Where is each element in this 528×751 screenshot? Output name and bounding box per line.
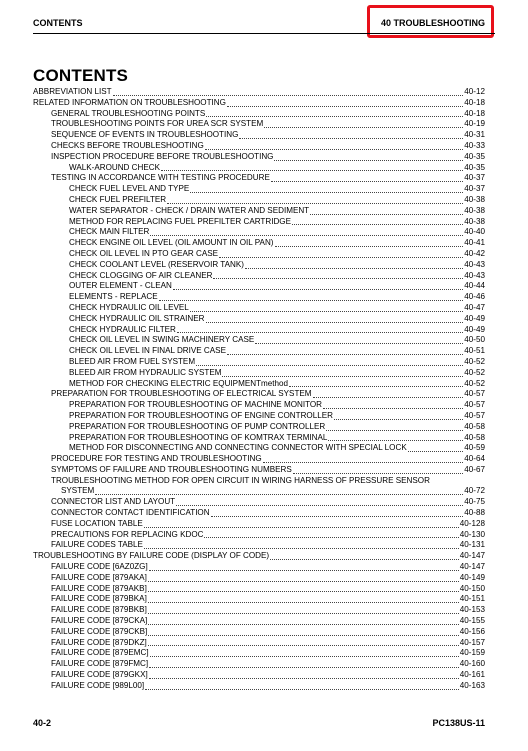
toc-entry-page: 40-128 [459, 518, 485, 528]
toc-entry[interactable] [33, 605, 485, 616]
toc-entry-page: 40-44 [464, 281, 485, 291]
toc-dot-leader [148, 581, 459, 582]
toc-entry-title: FAILURE CODE [879GKX] [51, 670, 148, 680]
toc-dot-leader [149, 678, 459, 679]
toc-entry-title: FAILURE CODE [6AZ0ZG] [51, 562, 148, 572]
toc-entry[interactable] [33, 195, 485, 206]
toc-entry-page: 40-67 [464, 464, 485, 474]
toc-dot-leader [159, 300, 464, 301]
toc-entry-page: 40-72 [464, 486, 485, 496]
toc-entry[interactable] [33, 271, 485, 282]
toc-entry[interactable] [33, 109, 485, 120]
toc-dot-leader [190, 192, 463, 193]
toc-entry[interactable] [33, 562, 485, 573]
toc-dot-leader [176, 505, 463, 506]
toc-entry-page: 40-50 [464, 335, 485, 345]
toc-entry-page: 40-159 [459, 648, 485, 658]
toc-entry-title: FAILURE CODE [879BKB] [51, 605, 147, 615]
toc-entry-page: 40-33 [464, 140, 485, 150]
toc-dot-leader [289, 386, 463, 387]
toc-entry-page: 40-18 [464, 108, 485, 118]
toc-entry[interactable] [33, 400, 485, 411]
toc-entry-title-continued: SYSTEM [61, 486, 95, 496]
toc-entry[interactable] [33, 594, 485, 605]
toc-dot-leader [148, 613, 459, 614]
toc-dot-leader [326, 430, 463, 431]
toc-entry-title: CHECK COOLANT LEVEL (RESERVOIR TANK) [69, 259, 244, 269]
toc-entry[interactable] [33, 519, 485, 530]
toc-entry[interactable] [33, 141, 485, 152]
toc-dot-leader [113, 95, 464, 96]
toc-entry-title: PREPARATION FOR TROUBLESHOOTING OF MACHINE MONITOR [69, 400, 323, 410]
toc-dot-leader [149, 667, 459, 668]
toc-entry[interactable] [33, 508, 485, 519]
toc-entry-page: 40-147 [459, 551, 485, 561]
toc-entry-page: 40-57 [464, 400, 485, 410]
toc-entry-title: BLEED AIR FROM HYDRAULIC SYSTEM [69, 367, 222, 377]
toc-dot-leader [323, 408, 463, 409]
toc-entry-title: CHECK OIL LEVEL IN FINAL DRIVE CASE [69, 346, 226, 356]
toc-entry-title: FAILURE CODE [879CKB] [51, 626, 148, 636]
toc-entry-title: FAILURE CODE [879BKA] [51, 594, 147, 604]
toc-entry-page: 40-43 [464, 259, 485, 269]
toc-dot-leader [196, 365, 463, 366]
toc-entry[interactable] [33, 681, 485, 692]
toc-entry-title: FAILURE CODES TABLE [51, 540, 143, 550]
toc-entry-title: TESTING IN ACCORDANCE WITH TESTING PROCEDURE [51, 173, 270, 183]
toc-entry[interactable] [33, 540, 485, 551]
toc-entry-page: 40-49 [464, 313, 485, 323]
header-rule [33, 33, 495, 34]
toc-entry-title: METHOD FOR DISCONNECTING AND CONNECTING CONNECTOR WITH SPECIAL LOCK [69, 443, 407, 453]
toc-entry-page: 40-37 [464, 173, 485, 183]
toc-dot-leader [95, 494, 463, 495]
toc-entry-title: PREPARATION FOR TROUBLESHOOTING OF ENGINE CONTROLLER [69, 410, 333, 420]
toc-entry-title: CHECKS BEFORE TROUBLESHOOTING [51, 140, 204, 150]
toc-entry-title: TROUBLESHOOTING BY FAILURE CODE (DISPLAY OF CODE) [33, 551, 270, 561]
toc-entry[interactable] [33, 443, 485, 454]
toc-entry-title: CHECK OIL LEVEL IN SWING MACHINERY CASE [69, 335, 255, 345]
toc-entry-page: 40-59 [464, 443, 485, 453]
toc-entry[interactable] [33, 573, 485, 584]
toc-entry[interactable] [33, 87, 485, 98]
toc-entry-title: METHOD FOR REPLACING FUEL PREFILTER CARTRIDGE [69, 216, 292, 226]
toc-entry-title: RELATED INFORMATION ON TROUBLESHOOTING [33, 97, 226, 107]
header-chapter-title: 40 TROUBLESHOOTING [380, 18, 485, 28]
toc-entry[interactable] [33, 411, 485, 422]
toc-entry[interactable] [33, 551, 485, 562]
toc-dot-leader [408, 451, 464, 452]
toc-entry[interactable] [33, 346, 485, 357]
toc-entry-title: FAILURE CODE [879EMC] [51, 648, 149, 658]
toc-entry[interactable] [33, 281, 485, 292]
toc-entry[interactable] [33, 627, 485, 638]
toc-dot-leader [275, 246, 464, 247]
toc-entry-title: CHECK CLOGGING OF AIR CLEANER [69, 270, 213, 280]
toc-entry-title: FAILURE CODE [879AKB] [51, 583, 147, 593]
toc-entry-page: 40-150 [459, 583, 485, 593]
toc-entry-page: 40-18 [464, 97, 485, 107]
toc-entry-page: 40-38 [464, 205, 485, 215]
toc-dot-leader [271, 181, 463, 182]
footer-model-number: PC138US-11 [432, 718, 485, 728]
toc-dot-leader [150, 235, 463, 236]
toc-dot-leader [149, 570, 459, 571]
toc-entry-title: CHECK HYDRAULIC OIL STRAINER [69, 313, 205, 323]
toc-entry[interactable] [33, 368, 485, 379]
toc-dot-leader [173, 289, 463, 290]
toc-dot-leader [144, 527, 459, 528]
toc-entry-page: 40-52 [464, 356, 485, 366]
toc-entry[interactable] [33, 335, 485, 346]
toc-entry-page: 40-19 [464, 119, 485, 129]
toc-entry-title: CHECK HYDRAULIC FILTER [69, 324, 176, 334]
toc-entry[interactable] [33, 584, 485, 595]
toc-entry-title: FAILURE CODE [879DKZ] [51, 637, 147, 647]
toc-entry-title: CHECK HYDRAULIC OIL LEVEL [69, 302, 189, 312]
toc-entry-page: 40-157 [459, 637, 485, 647]
toc-dot-leader [211, 516, 464, 517]
toc-entry[interactable] [33, 659, 485, 670]
toc-entry-page: 40-52 [464, 378, 485, 388]
toc-dot-leader [270, 559, 459, 560]
toc-entry[interactable] [33, 638, 485, 649]
toc-entry-page: 40-155 [459, 616, 485, 626]
toc-entry-page: 40-49 [464, 324, 485, 334]
toc-entry-page: 40-131 [459, 540, 485, 550]
toc-entry-title: GENERAL TROUBLESHOOTING POINTS [51, 108, 206, 118]
toc-entry-page: 40-88 [464, 508, 485, 518]
footer-page-number: 40-2 [33, 718, 52, 728]
toc-entry-title: SYMPTOMS OF FAILURE AND TROUBLESHOOTING NUMBERS [51, 464, 292, 474]
toc-entry[interactable] [33, 206, 485, 217]
toc-dot-leader [293, 473, 464, 474]
toc-entry-page: 40-58 [464, 421, 485, 431]
toc-entry-page: 40-52 [464, 367, 485, 377]
toc-entry-title: CHECK OIL LEVEL IN PTO GEAR CASE [69, 248, 219, 258]
toc-entry[interactable] [33, 379, 485, 390]
toc-dot-leader [148, 602, 459, 603]
toc-entry[interactable] [33, 98, 485, 109]
toc-entry-title: METHOD FOR CHECKING ELECTRIC EQUIPMENTmethod [69, 378, 289, 388]
toc-entry-title: OUTER ELEMENT - CLEAN [69, 281, 172, 291]
toc-entry-title: TROUBLESHOOTING POINTS FOR UREA SCR SYSTEM [51, 119, 264, 129]
toc-entry-title: TROUBLESHOOTING METHOD FOR OPEN CIRCUIT IN WIRING HARNESS OF PRESSURE SENSOR [51, 475, 430, 485]
toc-entry-page: 40-43 [464, 270, 485, 280]
toc-entry-title: FUSE LOCATION TABLE [51, 518, 143, 528]
toc-entry-title: CONNECTOR LIST AND LAYOUT [51, 497, 176, 507]
toc-entry[interactable] [33, 260, 485, 271]
toc-entry-title: INSPECTION PROCEDURE BEFORE TROUBLESHOOTING [51, 151, 274, 161]
toc-dot-leader [148, 645, 459, 646]
toc-entry-title: CHECK FUEL PREFILTER [69, 194, 167, 204]
toc-entry-title: CHECK FUEL LEVEL AND TYPE [69, 184, 190, 194]
toc-entry-page: 40-51 [464, 346, 485, 356]
toc-dot-leader [205, 149, 464, 150]
toc-entry-page: 40-64 [464, 454, 485, 464]
toc-entry[interactable] [33, 152, 485, 163]
toc-dot-leader [148, 591, 459, 592]
toc-entry[interactable] [33, 249, 485, 260]
toc-dot-leader [245, 268, 463, 269]
toc-entry[interactable] [33, 184, 485, 195]
toc-entry-page: 40-41 [464, 238, 485, 248]
toc-dot-leader [206, 116, 463, 117]
toc-dot-leader [213, 278, 463, 279]
toc-entry-title: WATER SEPARATOR - CHECK / DRAIN WATER AND SEDIMENT [69, 205, 310, 215]
toc-entry-page: 40-149 [459, 572, 485, 582]
toc-entry-title: FAILURE CODE [879FMC] [51, 659, 149, 669]
toc-entry-title: FAILURE CODE [989L00] [51, 680, 145, 690]
toc-entry-page: 40-156 [459, 626, 485, 636]
toc-entry[interactable] [33, 454, 485, 465]
header-section-label: CONTENTS [33, 18, 83, 28]
toc-entry[interactable] [33, 314, 485, 325]
toc-entry-title: FAILURE CODE [879AKA] [51, 572, 147, 582]
toc-entry[interactable] [33, 530, 485, 541]
toc-entry[interactable] [33, 465, 485, 476]
toc-entry-page: 40-31 [464, 130, 485, 140]
toc-entry-title: ABBREVIATION LIST [33, 87, 112, 96]
toc-entry-title: PREPARATION FOR TROUBLESHOOTING OF PUMP CONTROLLER [69, 421, 326, 431]
toc-entry-page: 40-161 [459, 670, 485, 680]
toc-entry-title: WALK-AROUND CHECK [69, 162, 160, 172]
toc-dot-leader [227, 106, 463, 107]
toc-dot-leader [167, 203, 463, 204]
toc-dot-leader [222, 376, 463, 377]
toc-entry-page: 40-12 [464, 87, 485, 96]
toc-entry-title: ELEMENTS - REPLACE [69, 292, 158, 302]
toc-dot-leader [334, 419, 463, 420]
toc-entry[interactable] [33, 238, 485, 249]
toc-dot-leader [190, 311, 464, 312]
toc-dot-leader [206, 322, 464, 323]
toc-entry-page: 40-35 [464, 162, 485, 172]
toc-dot-leader [274, 160, 463, 161]
toc-entry-title: PREPARATION FOR TROUBLESHOOTING OF KOMTRAX TERMINAL [69, 432, 328, 442]
toc-entry[interactable] [33, 616, 485, 627]
toc-entry-page: 40-40 [464, 227, 485, 237]
toc-dot-leader [177, 332, 463, 333]
toc-entry[interactable] [33, 497, 485, 508]
toc-entry-page: 40-75 [464, 497, 485, 507]
page-title: CONTENTS [33, 66, 129, 85]
toc-entry-page: 40-147 [459, 562, 485, 572]
toc-entry-page: 40-46 [464, 292, 485, 302]
toc-entry-title: FAILURE CODE [879CKA] [51, 616, 148, 626]
table-of-contents [33, 87, 485, 692]
toc-entry-page: 40-57 [464, 410, 485, 420]
toc-dot-leader [292, 224, 463, 225]
toc-entry[interactable] [33, 303, 485, 314]
toc-entry-title: CONNECTOR CONTACT IDENTIFICATION [51, 508, 210, 518]
toc-dot-leader [310, 214, 463, 215]
toc-entry-title: SEQUENCE OF EVENTS IN TROUBLESHOOTING [51, 130, 239, 140]
toc-dot-leader [264, 127, 463, 128]
toc-dot-leader [263, 462, 464, 463]
toc-entry[interactable] [33, 389, 485, 400]
toc-entry[interactable] [33, 476, 485, 498]
toc-entry-page: 40-37 [464, 184, 485, 194]
toc-entry-page: 40-38 [464, 194, 485, 204]
toc-entry-title: PROCEDURE FOR TESTING AND TROUBLESHOOTING [51, 454, 262, 464]
toc-dot-leader [219, 257, 463, 258]
toc-entry[interactable] [33, 433, 485, 444]
toc-entry-page: 40-163 [459, 680, 485, 690]
toc-entry-page: 40-35 [464, 151, 485, 161]
toc-dot-leader [255, 343, 463, 344]
toc-dot-leader [145, 689, 459, 690]
toc-entry-title: PRECAUTIONS FOR REPLACING KDOC [51, 529, 204, 539]
toc-dot-leader [328, 440, 463, 441]
toc-entry-page: 40-47 [464, 302, 485, 312]
toc-entry[interactable] [33, 422, 485, 433]
toc-dot-leader [148, 635, 459, 636]
toc-entry-title: BLEED AIR FROM FUEL SYSTEM [69, 356, 196, 366]
toc-entry[interactable] [33, 292, 485, 303]
toc-dot-leader [150, 656, 459, 657]
toc-dot-leader [239, 138, 463, 139]
toc-entry[interactable] [33, 670, 485, 681]
toc-entry-page: 40-38 [464, 216, 485, 226]
toc-dot-leader [313, 397, 464, 398]
toc-entry[interactable] [33, 217, 485, 228]
toc-dot-leader [227, 354, 463, 355]
toc-dot-leader [204, 537, 458, 538]
toc-entry[interactable] [33, 227, 485, 238]
toc-entry-page: 40-58 [464, 432, 485, 442]
toc-entry-page: 40-160 [459, 659, 485, 669]
toc-entry-page: 40-42 [464, 248, 485, 258]
toc-entry[interactable] [33, 163, 485, 174]
toc-entry-page: 40-130 [459, 529, 485, 539]
toc-entry-page: 40-153 [459, 605, 485, 615]
toc-entry-page: 40-151 [459, 594, 485, 604]
toc-dot-leader [161, 170, 463, 171]
toc-entry[interactable] [33, 130, 485, 141]
toc-dot-leader [148, 624, 459, 625]
toc-entry[interactable] [33, 648, 485, 659]
toc-entry[interactable] [33, 173, 485, 184]
toc-entry-title: CHECK ENGINE OIL LEVEL (OIL AMOUNT IN OIL PAN) [69, 238, 274, 248]
toc-entry-page: 40-57 [464, 389, 485, 399]
toc-entry[interactable] [33, 119, 485, 130]
toc-entry-title: PREPARATION FOR TROUBLESHOOTING OF ELECTRICAL SYSTEM [51, 389, 312, 399]
toc-dot-leader [144, 548, 459, 549]
toc-entry[interactable] [33, 357, 485, 368]
toc-entry-title: CHECK MAIN FILTER [69, 227, 150, 237]
toc-entry[interactable] [33, 325, 485, 336]
